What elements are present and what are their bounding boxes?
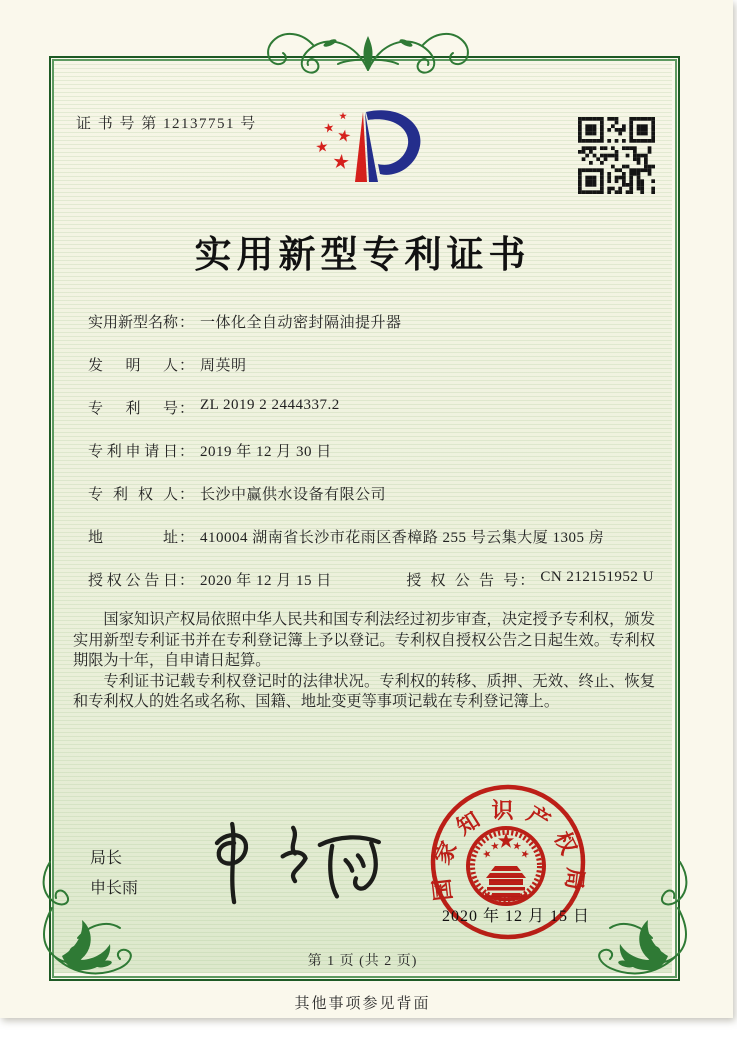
fields-table — [88, 311, 654, 612]
field-value: ZL 2019 2 2444337.2 — [200, 397, 340, 413]
field-row — [88, 354, 654, 397]
field-label: 专利权人 — [88, 487, 178, 503]
field-row — [88, 526, 654, 569]
field-pair — [88, 311, 402, 332]
top-flourish-icon — [258, 24, 478, 82]
back-note: 其他事项参见背面 — [294, 996, 431, 1012]
signer-title: 局长 — [90, 850, 123, 867]
field-value: 2019 年 12 月 30 日 — [200, 444, 332, 460]
field-label: 专利号 — [88, 401, 178, 417]
field-label: 专利申请日 — [88, 444, 178, 460]
field-label: 授权公告号 — [406, 573, 519, 589]
field-colon: ： — [179, 530, 195, 546]
field-row — [88, 397, 654, 440]
field-row — [88, 483, 654, 526]
field-colon: ： — [519, 573, 535, 589]
field-pair — [88, 526, 604, 547]
legal-text — [73, 610, 655, 713]
field-pair — [88, 440, 332, 461]
field-label: 地址 — [88, 530, 178, 546]
certificate-number: 证 书 号 第 12137751 号 — [76, 116, 257, 132]
field-value: 410004 湖南省长沙市花雨区香樟路 255 号云集大厦 1305 房 — [200, 530, 605, 546]
signature-icon — [196, 816, 396, 912]
signer-block — [90, 844, 138, 904]
field-value: 长沙中赢供水设备有限公司 — [200, 487, 387, 503]
field-colon: ： — [179, 358, 195, 374]
field-label: 授权公告日 — [88, 573, 178, 589]
signer-name: 申长雨 — [90, 880, 139, 897]
certificate-title: 实用新型专利证书 — [194, 235, 531, 276]
field-pair — [88, 569, 332, 590]
field-pair — [88, 483, 386, 504]
field-pair — [406, 569, 654, 590]
field-colon: ： — [179, 401, 195, 417]
field-label: 发明人 — [88, 358, 178, 374]
qr-code — [578, 117, 655, 194]
field-label: 实用新型名称 — [88, 315, 179, 331]
field-row — [88, 569, 654, 612]
field-row — [88, 311, 654, 354]
field-pair — [88, 397, 340, 418]
paragraph: 国家知识产权局依照中华人民共和国专利法经过初步审查，决定授予专利权，颁发实用新型专利证书并在专利登记簿上予以登记。专利权自授权公告之日起生效。专利权期限为十年，自申请日起算。 — [73, 611, 655, 670]
field-row — [88, 440, 654, 483]
field-colon: ： — [179, 487, 195, 503]
field-colon: ： — [179, 573, 195, 589]
field-colon: ： — [179, 444, 195, 460]
paragraph: 专利证书记载专利权登记时的法律状况。专利权的转移、质押、无效、终止、恢复和专利权人的姓名或名称、国籍、地址变更等事项记载在专利登记簿上。 — [73, 672, 655, 711]
field-value: 2020 年 12 月 15 日 — [200, 573, 332, 589]
cnipa-logo-icon — [308, 106, 428, 198]
field-value: CN 212151952 U — [540, 569, 654, 585]
field-value: 一体化全自动密封隔油提升器 — [200, 315, 402, 331]
field-colon: ： — [179, 315, 195, 331]
field-value: 周英明 — [200, 358, 247, 374]
national-emblem-icon — [468, 828, 544, 904]
seal-date: 2020 年 12 月 15 日 — [441, 908, 590, 925]
seal-text: 国家知识产权局 — [427, 797, 589, 903]
field-pair — [88, 354, 247, 375]
page-indicator: 第 1 页 (共 2 页) — [307, 954, 418, 969]
